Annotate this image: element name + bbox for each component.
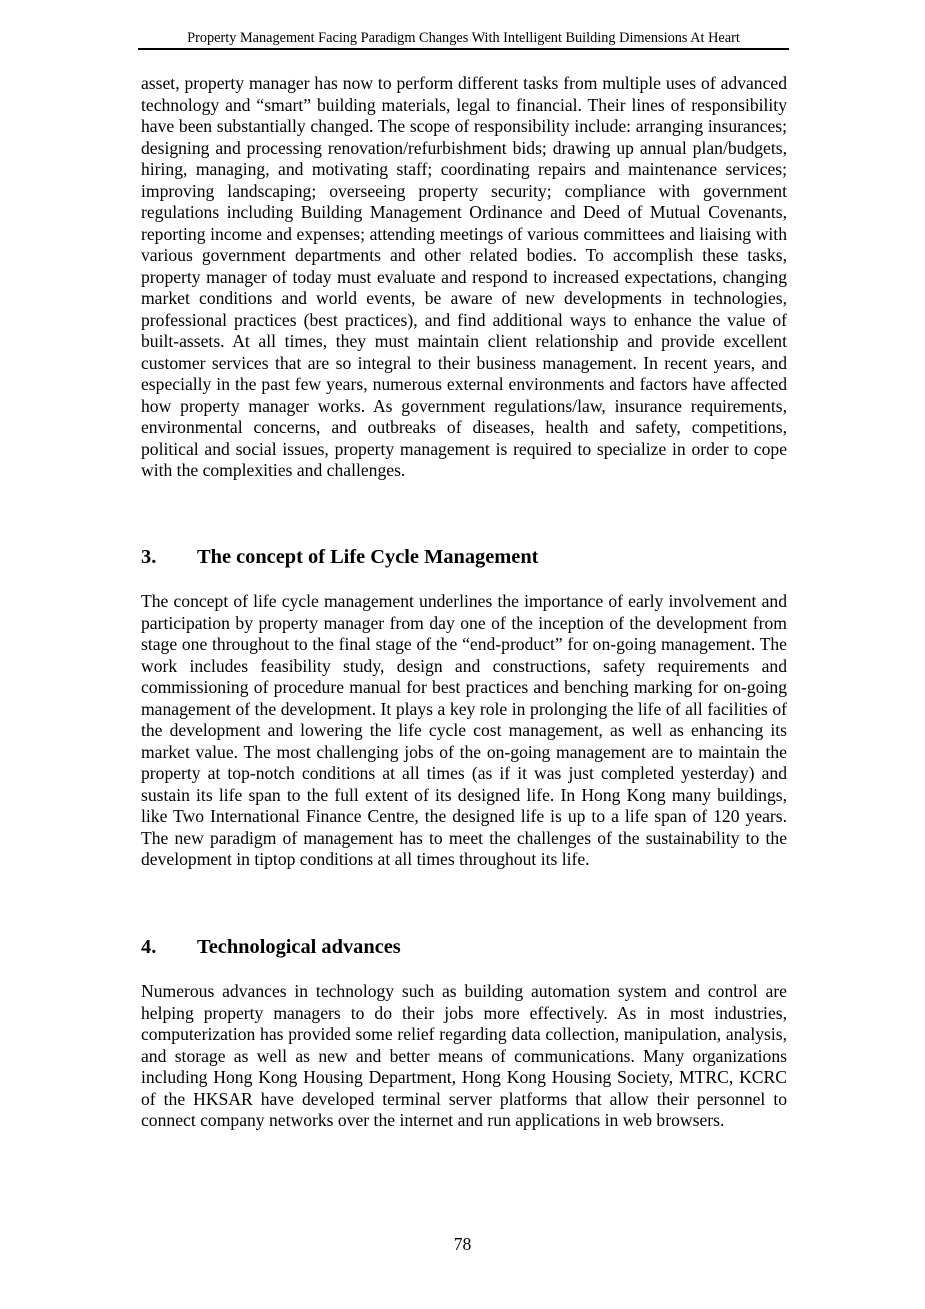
page-number: 78 — [453, 1234, 472, 1254]
section-title: Technological advances — [197, 936, 401, 958]
section-heading-life-cycle-management — [141, 544, 787, 570]
section-title: The concept of Life Cycle Management — [197, 546, 539, 568]
section-heading-technological-advances — [141, 934, 787, 960]
section-number: 3. — [141, 546, 157, 568]
body-paragraph-technological-advances: Numerous advances in technology such as building automation system and control are helping property managers to do their jobs more effectively. As in most industries, computerization has provided some relief regarding data collection, manipulation, analysis, and storage as well as new and better means of communications. Many organizations including Hong Kong Housing Department, Hong Kong Housing Society, MTRC, KCRC of the HKSAR have developed terminal server platforms that allow their personnel to connect company networks over the internet and run applications in web browsers. — [141, 981, 787, 1130]
body-paragraph-life-cycle-management: The concept of life cycle management underlines the importance of early involvement and participation by property manager from day one of the inception of the development from stage one throughout to the final stage of the “end-product” for on-going management. The work includes feasibility study, design and constructions, safety requirements and commissioning of procedure manual for best practices and benching marking for on-going management of the development. It plays a key role in prolonging the life of all facilities of the development and lowering the life cycle cost management, as well as enhancing its market value. The most challenging jobs of the on-going management are to maintain the property at top-notch conditions at all times (as if it was just completed yesterday) and sustain its life span to the full extent of its designed life. In Hong Kong many buildings, like Two International Finance Centre, the designed life is up to a life span of 120 years. The new paradigm of management has to meet the challenges of the sustainability to the development in tiptop conditions at all times throughout its life. — [141, 591, 787, 869]
section-number: 4. — [141, 936, 157, 958]
running-header: Property Management Facing Paradigm Changes With Intelligent Building Dimensions At Heart — [138, 28, 789, 50]
body-paragraph-continuation: asset, property manager has now to perform different tasks from multiple uses of advanced technology and “smart” building materials, legal to financial. Their lines of responsibility have been substantially changed. The scope of responsibility include: arranging insurances; designing and processing renovation/refurbishment bids; drawing up annual plan/budgets, hiring, managing, and motivating staff; coordinating repairs and maintenance services; improving landscaping; overseeing property security; compliance with government regulations including Building Management Ordinance and Deed of Mutual Covenants, reporting income and expenses; attending meetings of various committees and liaising with various government departments and other related bodies. To accomplish these tasks, property manager of today must evaluate and respond to increased expectations, changing market conditions and world events, be aware of new developments in technologies, professional practices (best practices), and find additional ways to enhance the value of built-assets. At all times, they must maintain client relationship and provide excellent customer services that are so integral to their business management. In recent years, and especially in the past few years, numerous external environments and factors have affected how property manager works. As government regulations/law, insurance requirements, environmental concerns, and outbreaks of diseases, health and safety, competitions, political and social issues, property management is required to specialize in order to cope with the complexities and challenges. — [141, 73, 787, 480]
